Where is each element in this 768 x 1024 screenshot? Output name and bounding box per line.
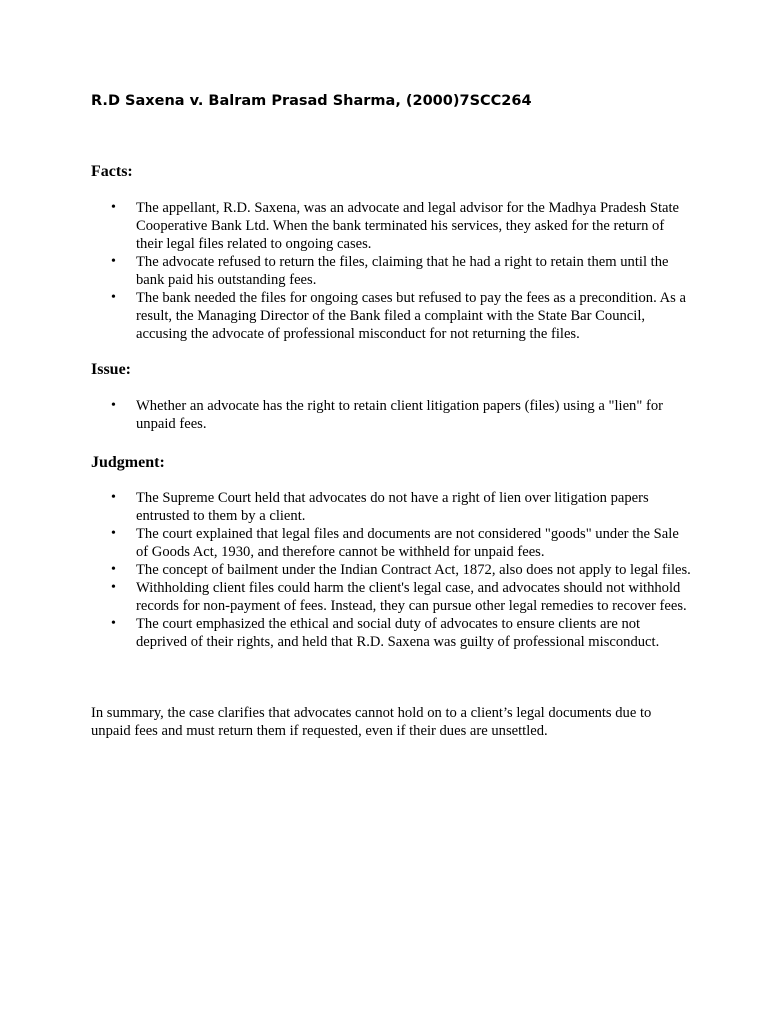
list-item [91, 397, 691, 433]
judgment-heading: Judgment: [91, 454, 165, 471]
list-item [91, 561, 691, 579]
list-item-text: The court explained that legal files and documents are not considered "goods" under the Sale of Goods Act, 1930, and therefore cannot be withheld for unpaid fees. [136, 526, 679, 560]
bullet-icon: • [111, 254, 116, 269]
list-item [91, 199, 691, 253]
list-item-text: The appellant, R.D. Saxena, was an advocate and legal advisor for the Madhya Pradesh State Cooperative Bank Ltd. When the bank terminated his services, they asked for the return of their legal files related to ongoing cases. [136, 200, 680, 252]
document-title: R.D Saxena v. Balram Prasad Sharma, (2000)7SCC264 [91, 93, 532, 109]
list-item-text: Withholding client files could harm the client's legal case, and advocates should not withhold records for non-payment of fees. Instead, they can pursue other legal remedies to recover fees. [136, 580, 687, 614]
list-item [91, 253, 691, 289]
list-item [91, 615, 691, 651]
bullet-icon: • [111, 490, 116, 505]
list-item-text: The bank needed the files for ongoing cases but refused to pay the fees as a precondition. As a result, the Managing Director of the Bank filed a complaint with the State Bar Council, accusing the advocate of professional misconduct for not returning the files. [136, 290, 686, 342]
bullet-icon: • [111, 526, 116, 541]
bullet-icon: • [111, 398, 116, 413]
list-item-text: Whether an advocate has the right to retain client litigation papers (files) using a "lien" for unpaid fees. [136, 398, 663, 432]
bullet-icon: • [111, 580, 116, 595]
list-item [91, 579, 691, 615]
summary-paragraph: In summary, the case clarifies that advocates cannot hold on to a client’s legal documents due to unpaid fees and must return them if requested, even if their dues are unsettled. [91, 705, 652, 739]
issue-heading: Issue: [91, 361, 132, 378]
list-item-text: The court emphasized the ethical and social duty of advocates to ensure clients are not deprived of their rights, and held that R.D. Saxena was guilty of professional misconduct. [136, 616, 660, 650]
list-item-text: The Supreme Court held that advocates do not have a right of lien over litigation papers entrusted to them by a client. [136, 490, 649, 524]
facts-heading: Facts: [91, 163, 133, 180]
facts-list [91, 199, 691, 343]
judgment-list [91, 489, 691, 651]
list-item-text: The advocate refused to return the files, claiming that he had a right to retain them until the bank paid his outstanding fees. [136, 254, 669, 288]
bullet-icon: • [111, 290, 116, 305]
bullet-icon: • [111, 616, 116, 631]
list-item [91, 489, 691, 525]
bullet-icon: • [111, 200, 116, 215]
list-item [91, 525, 691, 561]
list-item-text: The concept of bailment under the Indian Contract Act, 1872, also does not apply to legal files. [136, 562, 691, 578]
issue-list [91, 397, 691, 433]
list-item [91, 289, 691, 343]
bullet-icon: • [111, 562, 116, 577]
